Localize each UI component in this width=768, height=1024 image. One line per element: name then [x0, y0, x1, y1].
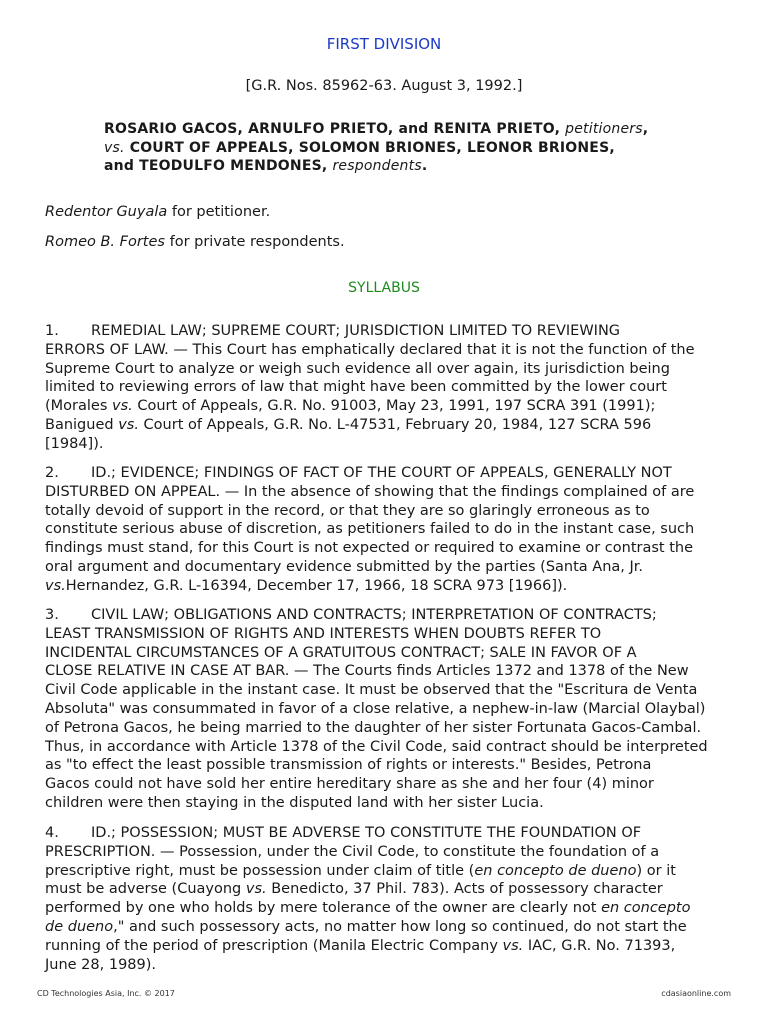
division-heading: FIRST DIVISION — [326, 35, 442, 53]
counsel-respondents: Romeo B. Fortes for private respondents. — [45, 234, 345, 250]
parties-line-2: vs. COURT OF APPEALS, SOLOMON BRIONES, LEONOR BRIONES, — [104, 139, 615, 156]
parties-line-3: and TEODULFO MENDONES, respondents. — [104, 158, 428, 175]
footer-website: cdasiaonline.com — [661, 989, 731, 998]
footer-copyright: CD Technologies Asia, Inc. © 2017 — [37, 989, 175, 998]
counsel-petitioner: Redentor Guyala for petitioner. — [45, 204, 271, 220]
syllabus-paragraph-2: 2. ID.; EVIDENCE; FINDINGS OF FACT OF THE COURT OF APPEALS, GENERALLY NOT DISTURBED ON APPEAL. — In the absence of showing that the findings complained of are totally devoid of support in the record, or that they are so glaringly erroneous as to constitute serious abuse of discretion, as petitioners failed to do in the instant case, such findings must stand, for this Court is not expected or required to examine or contrast the oral argument and documentary evidence submitted by the parties (Santa Ana, Jr. vs.Hernandez, G.R. L-16394, December 17, 1966, 18 SCRA 973 [1966]). — [45, 465, 695, 594]
syllabus-paragraph-4: 4. ID.; POSSESSION; MUST BE ADVERSE TO CONSTITUTE THE FOUNDATION OF PRESCRIPTION. — Possession, under the Civil Code, to constitute the foundation of a prescriptive right, must be possession under claim of title (en concepto de dueno) or it must be adverse (Cuayong vs. Benedicto, 37 Phil. 783). Acts of possessory character performed by one who holds by mere tolerance of the owner are clearly not en concepto de dueno," and such possessory acts, no matter how long so continued, do not start the running of the period of prescription (Manila Electric Company vs. IAC, G.R. No. 71393, June 28, 1989). — [45, 825, 691, 973]
case-number: [G.R. Nos. 85962-63. August 3, 1992.] — [245, 78, 523, 94]
syllabus-paragraph-1: 1. REMEDIAL LAW; SUPREME COURT; JURISDICTION LIMITED TO REVIEWING ERRORS OF LAW. — This Court has emphatically declared that it is not the function of the Supreme Court to analyze or weigh such evidence all over again, its jurisdiction being limited to reviewing errors of law that might have been committed by the lower court (Morales vs. Court of Appeals, G.R. No. 91003, May 23, 1991, 197 SCRA 391 (1991); Banigued vs. Court of Appeals, G.R. No. L-47531, February 20, 1984, 127 SCRA 596 [1984]). — [45, 323, 695, 452]
syllabus-heading: SYLLABUS — [348, 280, 420, 296]
syllabus-paragraph-3: 3. CIVIL LAW; OBLIGATIONS AND CONTRACTS; INTERPRETATION OF CONTRACTS; LEAST TRANSMISSION OF RIGHTS AND INTERESTS WHEN DOUBTS REFER TO INCIDENTAL CIRCUMSTANCES OF A GRATUITOUS CONTRACT; SALE IN FAVOR OF A CLOSE RELATIVE IN CASE AT BAR. — The Courts finds Articles 1372 and 1378 of the New Civil Code applicable in the instant case. It must be observed that the "Escritura de Venta Absoluta" was consummated in favor of a close relative, a nephew-in-law (Marcial Olaybal) of Petrona Gacos, he being married to the daughter of her sister Fortunata Gacos-Cambal. Thus, in accordance with Article 1378 of the Civil Code, said contract should be interpreted as "to effect the least possible transmission of rights or interests." Besides, Petrona Gacos could not have sold her entire hereditary share as she and her four (4) minor children were then staying in the disputed land with her sister Lucia. — [45, 607, 708, 811]
parties-line-1: ROSARIO GACOS, ARNULFO PRIETO, and RENITA PRIETO, petitioners, — [104, 121, 649, 137]
case-parties — [104, 120, 704, 176]
